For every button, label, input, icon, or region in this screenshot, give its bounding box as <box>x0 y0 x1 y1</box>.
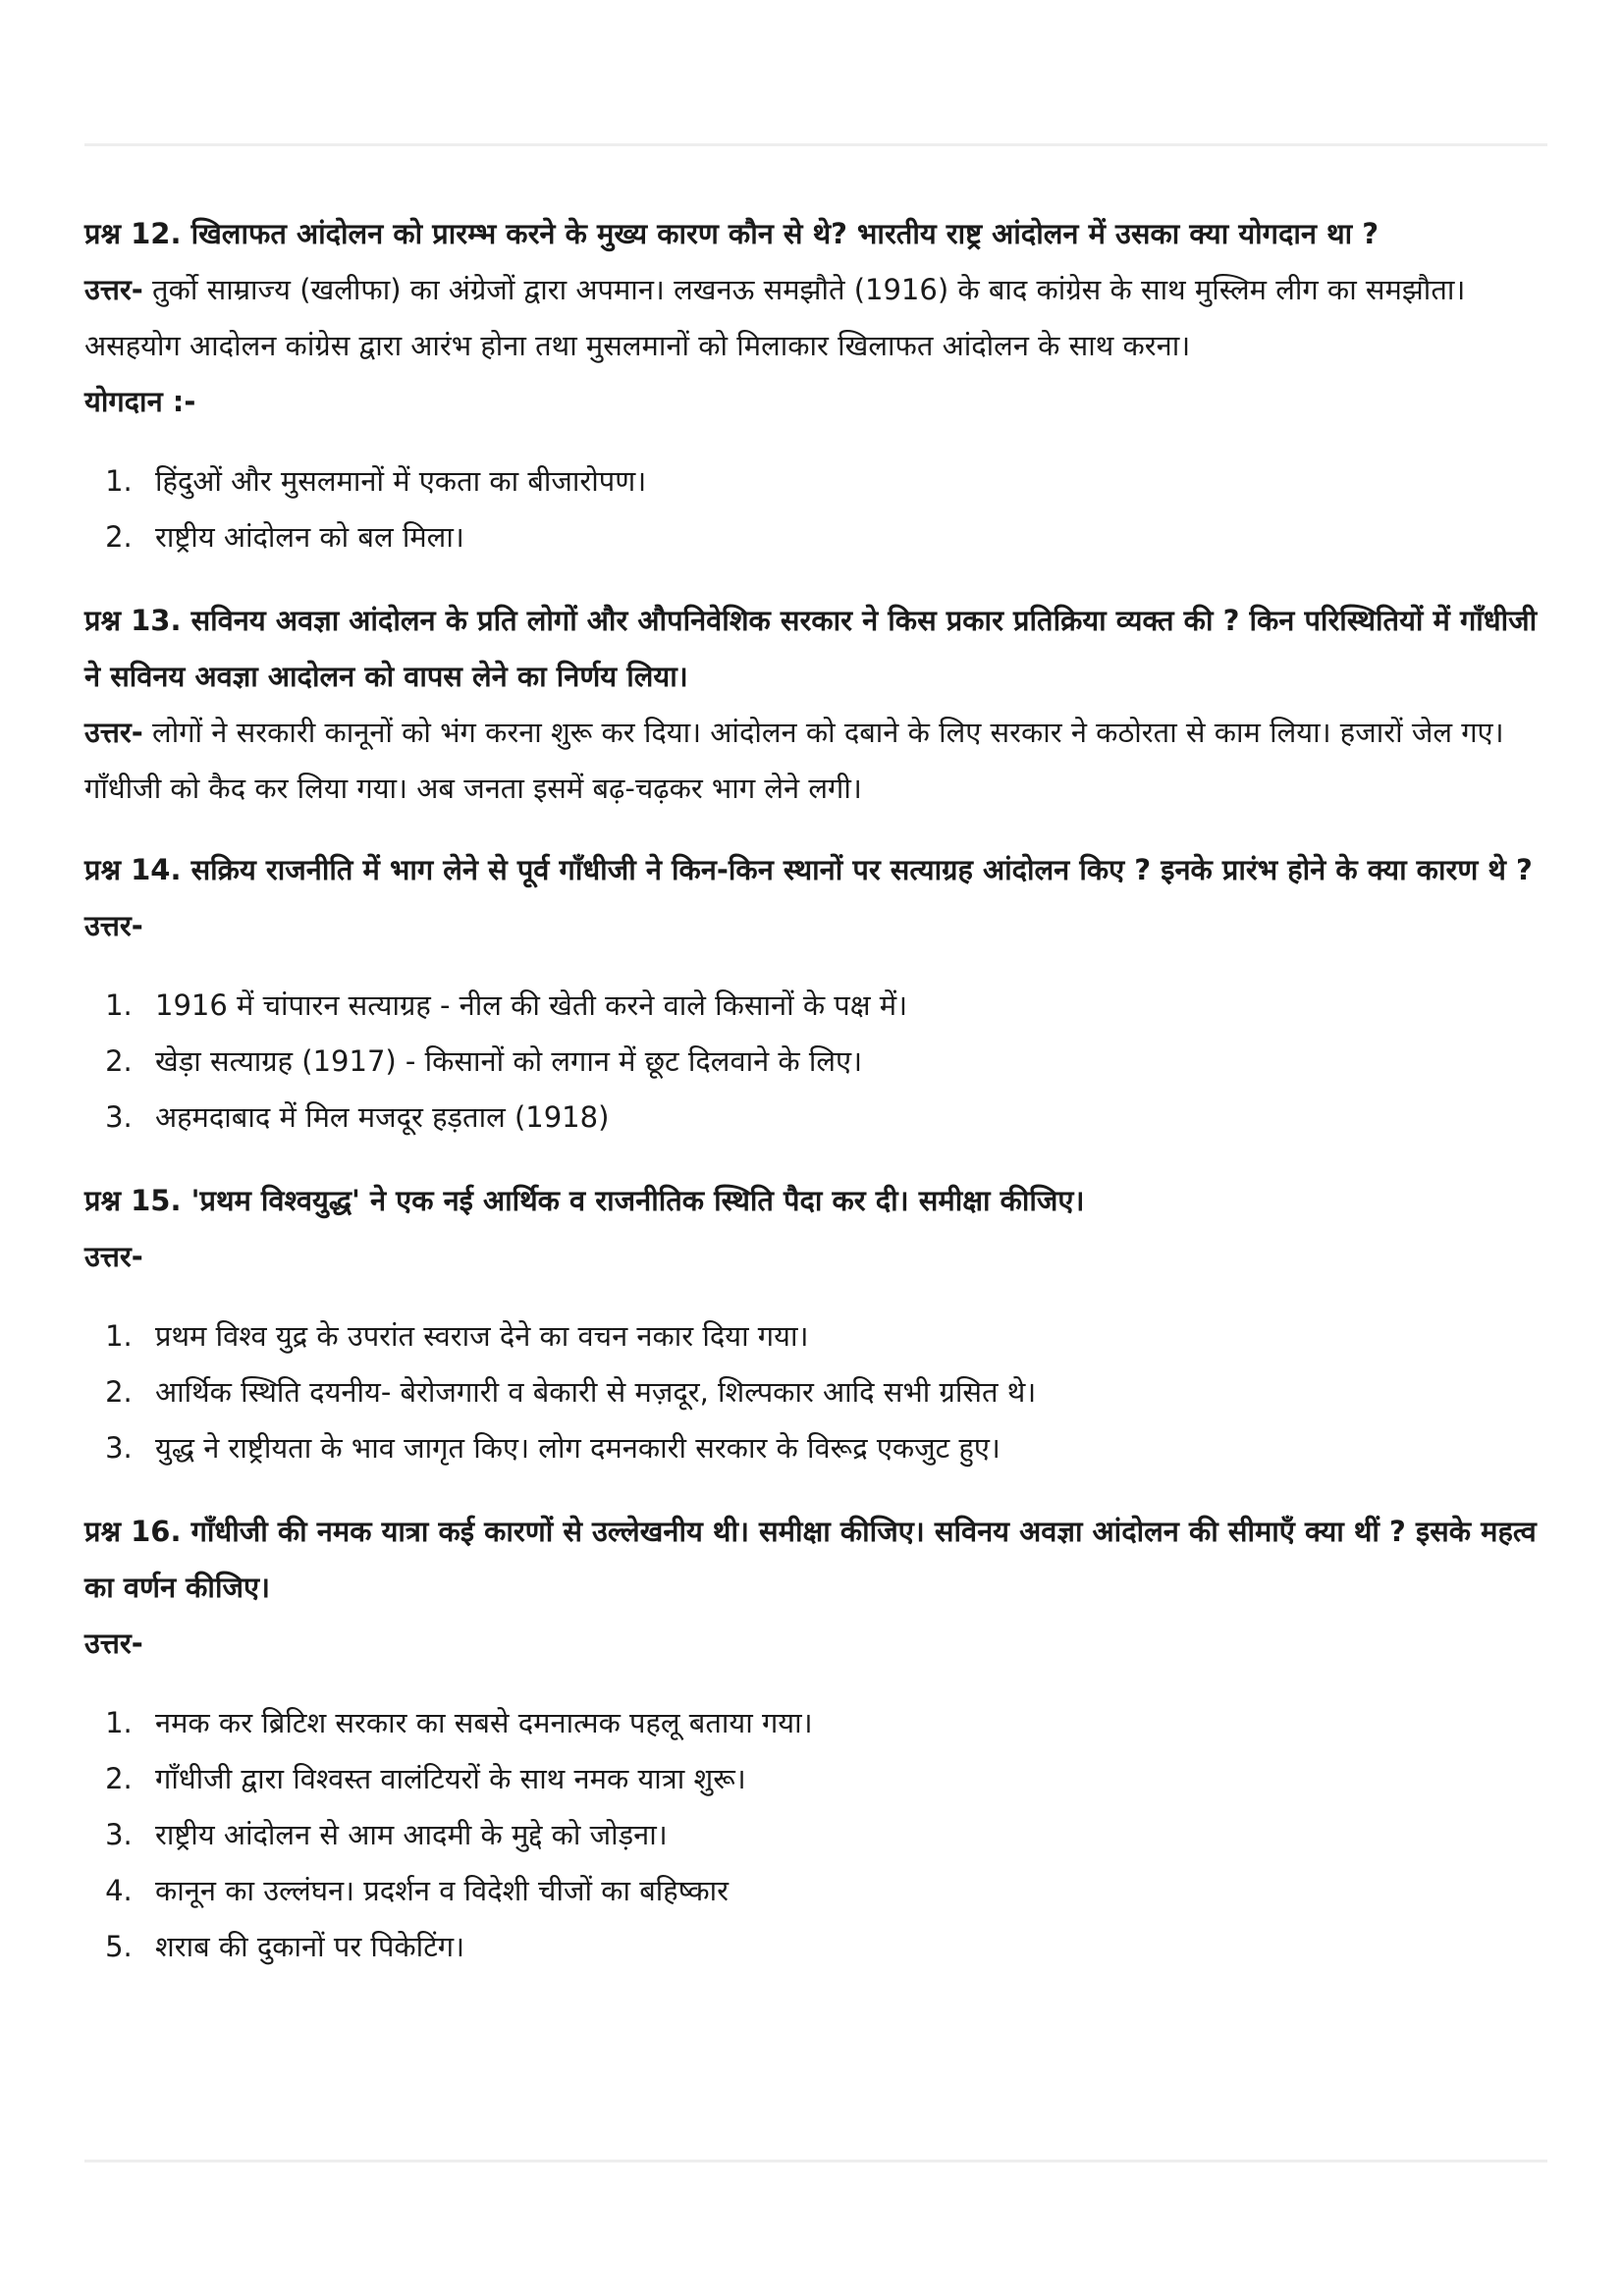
question-13-text: प्रश्न 13. सविनय अवज्ञा आंदोलन के प्रति लोगों और औपनिवेशिक सरकार ने किस प्रकार प्रतिक्रिया व्यक्त की ? किन परिस्थितियों में गाँधीजी ने सविनय अवज्ञा आदोलन को वापस लेने का निर्णय लिया। <box>84 604 1538 693</box>
list-item: 2. राष्ट्रीय आंदोलन को बल मिला। <box>141 509 1547 565</box>
question-12-text: प्रश्न 12. खिलाफत आंदोलन को प्रारम्भ करने के मुख्य कारण कौन से थे? भारतीय राष्ट्र आंदोलन में उसका क्या योगदान था ? <box>84 217 1380 250</box>
answer-label: उत्तर- <box>84 1240 143 1273</box>
question-block-16 <box>84 1504 1547 1975</box>
top-divider <box>84 143 1547 146</box>
list-item: 2. खेड़ा सत्याग्रह (1917) - किसानों को लगान में छूट दिलवाने के लिए। <box>141 1034 1547 1090</box>
bottom-divider <box>84 2160 1547 2163</box>
document-body <box>84 206 1547 2002</box>
question-block-15 <box>84 1173 1547 1476</box>
answer-label: उत्तर- <box>84 716 143 749</box>
question-block-14 <box>84 842 1547 1146</box>
answer-label: उत्तर- <box>84 1627 143 1660</box>
question-block-13 <box>84 593 1547 817</box>
list-item: 3. राष्ट्रीय आंदोलन से आम आदमी के मुद्दे को जोड़ना। <box>141 1807 1547 1863</box>
answer-label: उत्तर- <box>84 273 143 306</box>
question-block-12 <box>84 206 1547 565</box>
list-item: 1. हिंदुओं और मुसलमानों में एकता का बीजारोपण। <box>141 454 1547 509</box>
spacer <box>84 817 1547 842</box>
question-15-list <box>84 1308 1547 1476</box>
answer-12 <box>84 262 1547 374</box>
list-item: 4. कानून का उल्लंघन। प्रदर्शन व विदेशी चीजों का बहिष्कार <box>141 1863 1547 1919</box>
question-16-text: प्रश्न 16. गाँधीजी की नमक यात्रा कई कारणों से उल्लेखनीय थी। समीक्षा कीजिए। सविनय अवज्ञा आंदोलन की सीमाएँ क्या थीं ? इसके महत्व का वर्णन कीजिए। <box>84 1515 1537 1604</box>
question-14-text: प्रश्न 14. सक्रिय राजनीति में भाग लेने से पूर्व गाँधीजी ने किन-किन स्थानों पर सत्याग्रह आंदोलन किए ? इनके प्रारंभ होने के क्या कारण थे ? <box>84 853 1533 886</box>
list-item: 3. युद्ध ने राष्ट्रीयता के भाव जागृत किए। लोग दमनकारी सरकार के विरूद्र एकजुट हुए। <box>141 1420 1547 1476</box>
answer-label: उत्तर- <box>84 909 143 942</box>
list-item: 1. प्रथम विश्व युद्र के उपरांत स्वराज देने का वचन नकार दिया गया। <box>141 1308 1547 1364</box>
list-item: 5. शराब की दुकानों पर पिकेटिंग। <box>141 1919 1547 1975</box>
list-item: 1. 1916 में चांपारन सत्याग्रह - नील की खेती करने वाले किसानों के पक्ष में। <box>141 978 1547 1034</box>
answer-13-text: लोगों ने सरकारी कानूनों को भंग करना शुरू कर दिया। आंदोलन को दबाने के लिए सरकार ने कठोरता से काम लिया। हजारों जेल गए। गाँधीजी को कैद कर लिया गया। अब जनता इसमें बढ़-चढ़कर भाग लेने लगी। <box>84 716 1504 805</box>
question-15-text: प्रश्न 15. 'प्रथम विश्वयुद्ध' ने एक नई आर्थिक व राजनीतिक स्थिति पैदा कर दी। समीक्षा कीजिए। <box>84 1184 1085 1217</box>
list-item: 1. नमक कर ब्रिटिश सरकार का सबसे दमनात्मक पहलू बताया गया। <box>141 1695 1547 1751</box>
list-item: 2. गाँधीजी द्वारा विश्वस्त वालंटियरों के साथ नमक यात्रा शुरू। <box>141 1751 1547 1807</box>
answer-12-text: तुर्को साम्राज्य (खलीफा) का अंग्रेजों द्वारा अपमान। लखनऊ समझौते (1916) के बाद कांग्रेस के साथ मुस्लिम लीग का समझौता। असहयोग आदोलन कांग्रेस द्वारा आरंभ होना तथा मुसलमानों को मिलाकार खिलाफत आंदोलन के साथ करना। <box>84 273 1466 362</box>
question-16-list <box>84 1695 1547 1975</box>
list-item: 2. आर्थिक स्थिति दयनीय- बेरोजगारी व बेकारी से मज़दूर, शिल्पकार आदि सभी ग्रसित थे। <box>141 1364 1547 1420</box>
contribution-label: योगदान :- <box>84 385 196 418</box>
answer-13 <box>84 705 1547 817</box>
list-item: 3. अहमदाबाद में मिल मजदूर हड़ताल (1918) <box>141 1090 1547 1146</box>
question-12-list <box>84 454 1547 565</box>
question-14-list <box>84 978 1547 1146</box>
